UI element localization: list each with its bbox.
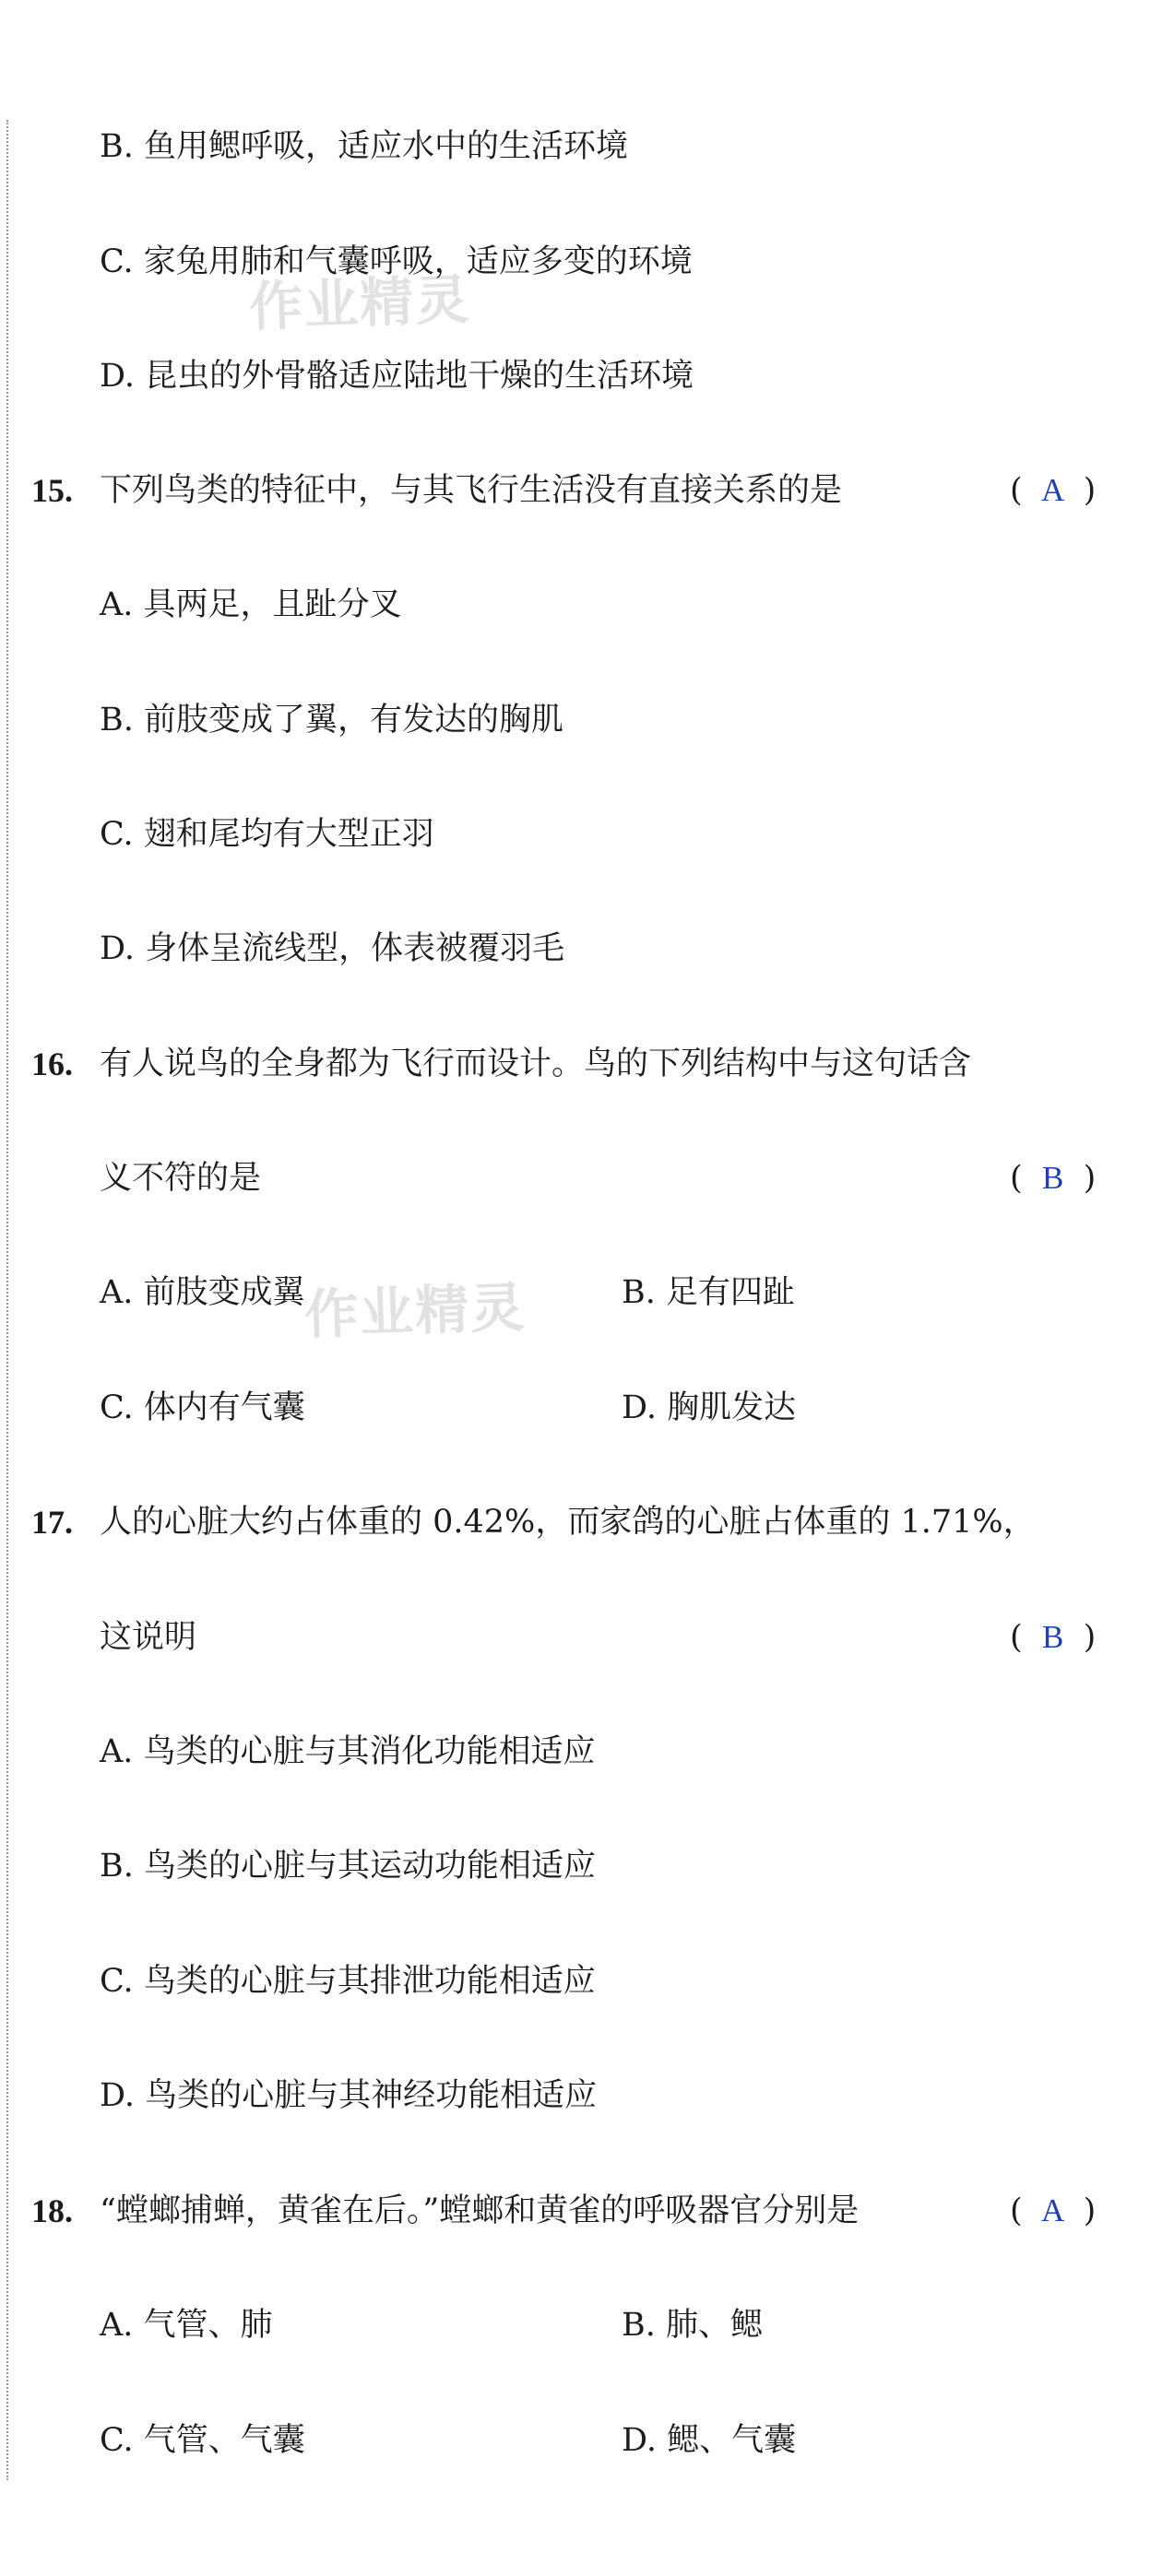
question-stem: 这说明	[100, 1619, 197, 1656]
option-text: D. 昆虫的外骨骼适应陆地干燥的生活环境	[100, 358, 694, 395]
question-stem: 下列鸟类的特征中，与其飞行生活没有直接关系的是	[100, 472, 843, 509]
option-text: B. 鸟类的心脏与其运动功能相适应	[100, 1848, 596, 1885]
question-stem: 人的心脏大约占体重的 0.42%，而家鸽的心脏占体重的 1.71%，	[100, 1504, 1036, 1541]
question-stem: 义不符的是	[100, 1160, 262, 1197]
question-stem: “螳螂捕蝉，黄雀在后。”螳螂和黄雀的呼吸器官分别是	[100, 2192, 860, 2229]
option-text: B. 前肢变成了翼，有发达的胸肌	[100, 702, 563, 739]
answer-letter: B	[1041, 1619, 1064, 1655]
q17-answer-bracket	[1010, 1617, 1096, 1658]
binding-dotted-line	[6, 120, 8, 2480]
paren-close: )	[1083, 2192, 1097, 2229]
option-text: A. 气管、肺	[100, 2307, 273, 2344]
option-text: C. 翅和尾均有大型正羽	[100, 816, 434, 853]
q15-answer-bracket	[1010, 470, 1096, 511]
question-number: 18.	[31, 2192, 73, 2229]
option-text: D. 胸肌发达	[622, 1389, 797, 1426]
option-text: B. 鱼用鳃呼吸，适应水中的生活环境	[100, 128, 628, 165]
paren-close: )	[1083, 1619, 1097, 1656]
option-text: B. 肺、鳃	[622, 2307, 763, 2344]
paren-open: (	[1010, 1619, 1023, 1656]
option-text: A. 鸟类的心脏与其消化功能相适应	[100, 1733, 596, 1770]
option-text: A. 前肢变成翼	[100, 1274, 305, 1311]
option-text: C. 体内有气囊	[100, 1389, 305, 1426]
option-text: D. 鳃、气囊	[622, 2422, 797, 2459]
paren-open: (	[1010, 2192, 1023, 2229]
option-text: D. 鸟类的心脏与其神经功能相适应	[100, 2077, 598, 2114]
question-number: 17.	[31, 1504, 73, 1541]
question-number: 16.	[31, 1046, 73, 1082]
option-text: A. 具两足，且趾分叉	[100, 586, 402, 623]
option-text: D. 身体呈流线型，体表被覆羽毛	[100, 930, 565, 967]
paren-close: )	[1083, 472, 1097, 509]
option-text: C. 气管、气囊	[100, 2422, 305, 2459]
answer-letter: B	[1041, 1160, 1064, 1196]
answer-letter: A	[1041, 472, 1065, 508]
question-stem: 有人说鸟的全身都为飞行而设计。鸟的下列结构中与这句话含	[100, 1046, 972, 1082]
answer-letter: A	[1041, 2192, 1065, 2228]
question-number: 15.	[31, 472, 73, 509]
q16-answer-bracket	[1010, 1158, 1096, 1199]
option-text: B. 足有四趾	[622, 1274, 795, 1311]
watermark-2: 作业精灵	[303, 1275, 528, 1347]
paren-close: )	[1083, 1160, 1097, 1197]
watermark-1: 作业精灵	[248, 267, 472, 339]
paren-open: (	[1010, 472, 1023, 509]
option-text: C. 家兔用肺和气囊呼吸，适应多变的环境	[100, 243, 693, 280]
paren-open: (	[1010, 1160, 1023, 1197]
q18-answer-bracket	[1010, 2191, 1096, 2231]
option-text: C. 鸟类的心脏与其排泄功能相适应	[100, 1963, 596, 2000]
